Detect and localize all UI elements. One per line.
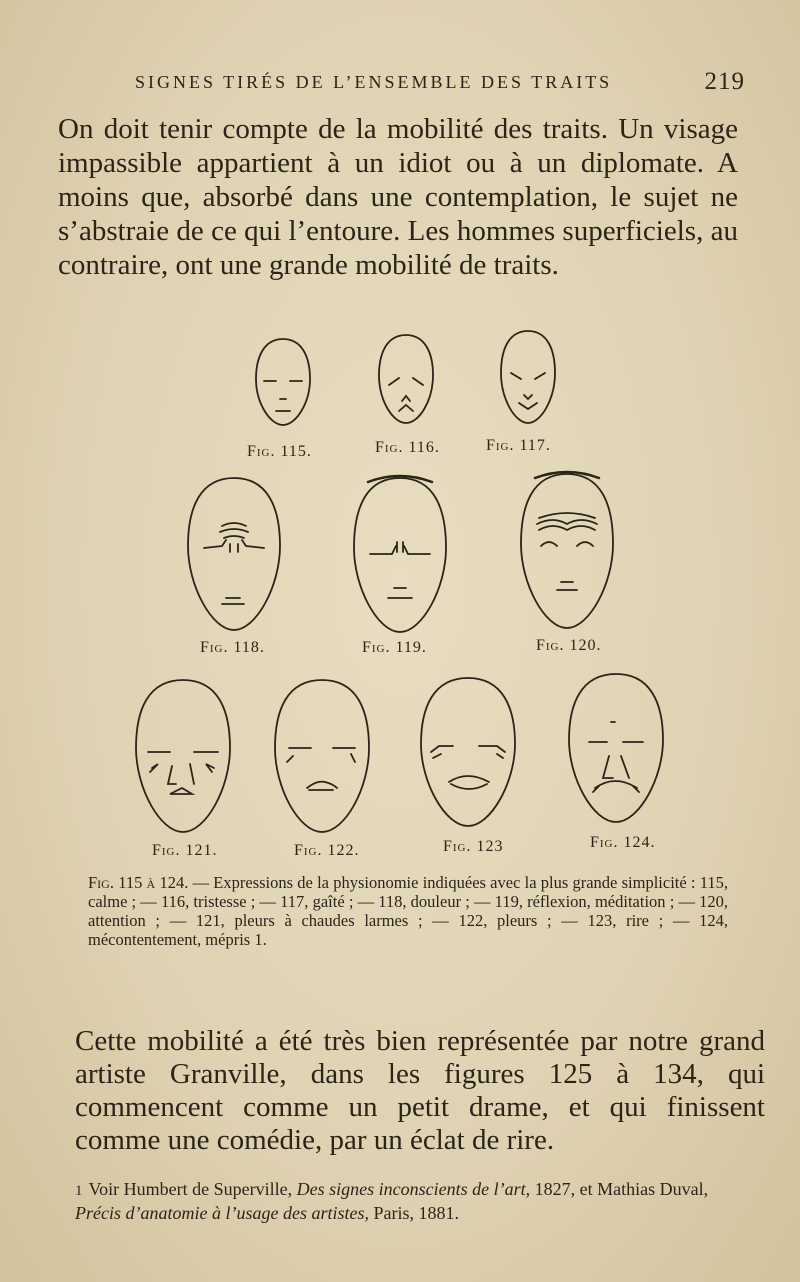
face-douleur-icon [182,474,286,634]
footnote-mid: 1827, et Mathias Duval, [530,1179,709,1199]
footnote-post: Paris, 1881. [368,1203,459,1223]
caption-fig-118: Fig. 118. [200,639,265,656]
caption-fig-121: Fig. 121. [152,842,218,859]
caption-fig-122: Fig. 122. [294,842,360,859]
face-reflexion-icon [350,474,450,636]
caption-fig-124: Fig. 124. [590,834,656,851]
running-title: SIGNES TIRÉS DE L’ENSEMBLE DES TRAITS [135,72,613,92]
caption-fig-123: Fig. 123 [443,838,504,855]
face-rire-icon [417,674,519,830]
legend-text: — Expressions de la physionomie indiquées avec la plus grande simplicité : 115, calme ; — 116, tristesse ; — 117, gaîté ; — 118, douleur ; — 119, réflexion, méditation ; — 120, attention ; — 121, pleurs à chaudes larmes ; — 122, pleurs ; — 123, rire ; — 124, mécontentement, mépris [88,873,728,949]
face-pleurs-icon [271,676,373,836]
caption-fig-116: Fig. 116. [375,439,440,456]
footnote-title-1: Des signes inconscients de l’art, [296,1179,531,1199]
face-mepris-icon [565,670,667,826]
face-tristesse-icon [375,333,437,427]
figure-legend [88,873,728,949]
caption-fig-117: Fig. 117. [486,437,551,454]
footnote-title-2: Précis d’anatomie à l’usage des artistes, [75,1203,369,1223]
face-attention-icon [517,470,617,632]
footnote [75,1178,755,1224]
footnote-pre: Voir Humbert de Superville, [88,1179,297,1199]
paragraph-mobility-intro: On doit tenir compte de la mobilité des traits. Un visage impassible appartient à un idiot ou à un diplomate. A moins que, absorbé dans une contemplation, le sujet ne s’abstraie de ce qui l’entoure. Les hommes superficiels, au contraire, ont une grande mobilité de traits. [58,113,738,281]
paragraph-granville: Cette mobilité a été très bien représentée par notre grand artiste Granville, dans les figures 125 à 134, qui commencent comme un petit drame, et qui finissent comme une comédie, par un éclat de rire. [75,1025,765,1156]
caption-fig-115: Fig. 115. [247,443,312,460]
face-chaudes-larmes-icon [132,676,234,836]
legend-note-ref: 1. [254,930,267,949]
footnote-number: 1 [75,1183,83,1199]
caption-fig-120: Fig. 120. [536,637,602,654]
face-gaite-icon [497,329,559,427]
face-calme-icon [252,337,314,429]
caption-fig-119: Fig. 119. [362,639,427,656]
legend-lead: Fig. 115 à 124. [88,873,189,892]
page-number: 219 [704,68,745,95]
